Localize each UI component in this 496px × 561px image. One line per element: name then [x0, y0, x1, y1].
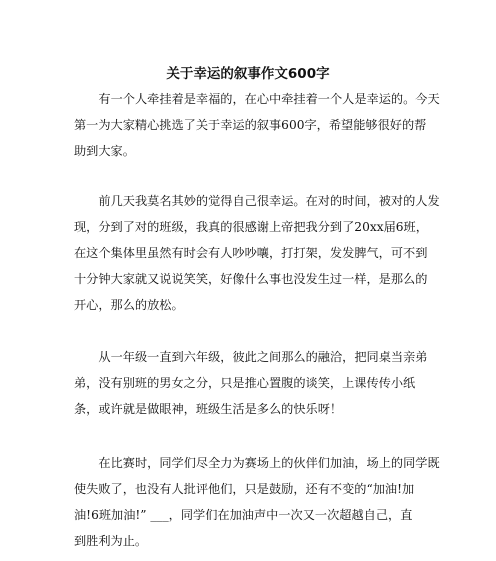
paragraph-line: 助到大家。	[74, 144, 135, 158]
paragraph-classmates	[74, 344, 428, 422]
paragraph-line: 开心，那么的放松。	[74, 298, 184, 312]
paragraph-line: 十分钟大家就又说说笑笑，好像什么事也没发生过一样，是那么的	[74, 272, 428, 286]
paragraph-line: 弟，没有别班的男女之分，只是推心置腹的谈笑，上课传传小纸	[74, 376, 416, 390]
paragraph-intro	[74, 86, 440, 164]
paragraph-line: 到胜利为止。	[74, 534, 148, 548]
paragraph-line: 在这个集体里虽然有时会有人吵吵嚷，打打架，发发脾气，可不到	[74, 246, 428, 260]
paragraph-line: 油!6班加油!” ___，同学们在加油声中一次又一次超越自己，直	[74, 508, 413, 522]
paragraph-line: 第一为大家精心挑选了关于幸运的叙事600字，希望能够很好的帮	[74, 118, 427, 132]
paragraph-line: 现，分到了对的班级，我真的很感谢上帝把我分到了20xx届6班，	[74, 220, 428, 234]
paragraph-line: 在比赛时，同学们尽全力为赛场上的伙伴们加油，场上的同学既	[98, 456, 440, 470]
paragraph-line: 从一年级一直到六年级，彼此之间那么的融洽，把同桌当亲弟	[98, 350, 428, 364]
paragraph-line: 前几天我莫名其妙的觉得自己很幸运。在对的时间，被对的人发	[98, 194, 440, 208]
paragraph-line: 使失败了，也没有人批评他们，只是鼓励，还有不变的“加油!加	[74, 482, 415, 496]
paragraph-line: 有一个人牵挂着是幸福的，在心中牵挂着一个人是幸运的。今天	[98, 92, 440, 106]
document-title: 关于幸运的叙事作文600字	[166, 66, 330, 82]
paragraph-competition	[74, 450, 440, 554]
paragraph-lucky-class	[74, 188, 440, 318]
paragraph-line: 条，或许就是做眼神，班级生活是多么的快乐呀！	[74, 402, 343, 416]
